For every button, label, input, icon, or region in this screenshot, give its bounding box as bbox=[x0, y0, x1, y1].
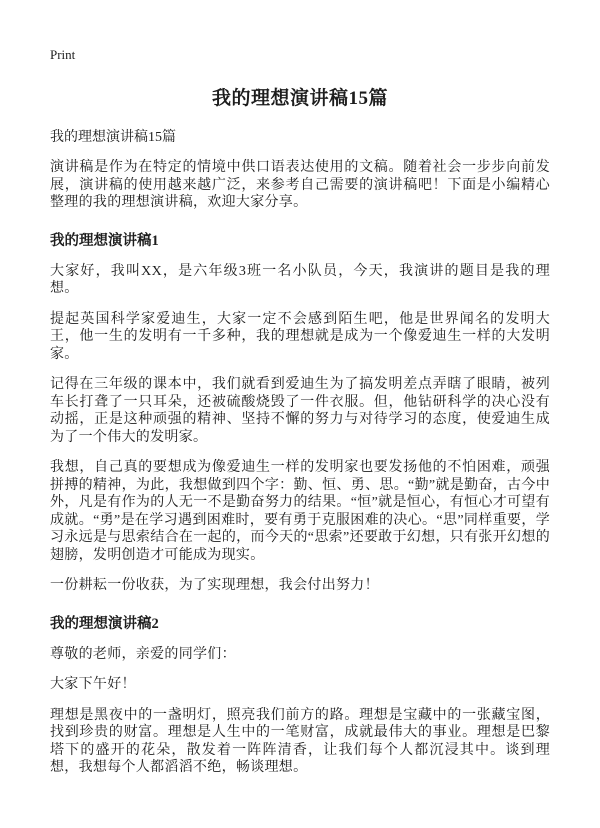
intro-paragraph: 演讲稿是作为在特定的情境中供口语表达使用的文稿。随着社会一步步向前发展，演讲稿的使用越来越广泛，来参考自己需要的演讲稿吧！下面是小编精心整理的我的理想演讲稿，欢迎大家分享。 bbox=[50, 160, 550, 210]
section-heading-2: 我的理想演讲稿2 bbox=[50, 615, 159, 632]
paragraph: 一份耕耘一份收获，为了实现理想，我会付出努力！ bbox=[50, 578, 379, 593]
paragraph: 大家下午好！ bbox=[50, 677, 136, 692]
paragraph: 尊敬的老师，亲爱的同学们： bbox=[50, 646, 236, 662]
document-subtitle: 我的理想演讲稿15篇 bbox=[50, 130, 176, 145]
print-link[interactable]: Print bbox=[50, 47, 76, 62]
document-sections bbox=[50, 229, 550, 777]
paragraph: 理想是黑夜中的一盏明灯，照亮我们前方的路。理想是宝藏中的一张藏宝图，找到珍贵的财富。理想是人生中的一笔财富，成就最伟大的事业。理想是巴黎塔下的盛开的花朵，散发着一阵阵清香，让我们每个人都沉浸其中。谈到理想，我想每个人都滔滔不绝，畅谈理想。 bbox=[50, 707, 550, 775]
paragraph: 记得在三年级的课本中，我们就看到爱迪生为了搞发明差点弄瞎了眼睛，被列车长打聋了一只耳朵，还被硫酸烧毁了一件衣服。但，他钻研科学的决心没有动摇，正是这种顽强的精神、坚持不懈的努力与对待学习的态度，使爱迪生成为了一个伟大的发明家。 bbox=[50, 377, 550, 445]
paragraph: 提起英国科学家爱迪生，大家一定不会感到陌生吧，他是世界闻名的发明大王，他一生的发明有一千多种，我的理想就是成为一个像爱迪生一样的大发明家。 bbox=[50, 311, 550, 362]
page-title: 我的理想演讲稿15篇 bbox=[211, 88, 388, 109]
section-heading-1: 我的理想演讲稿1 bbox=[50, 232, 159, 249]
paragraph: 大家好，我叫XX，是六年级3班一名小队员，今天，我演讲的题目是我的理想。 bbox=[50, 263, 550, 296]
paragraph: 我想，自己真的要想成为像爱迪生一样的发明家也要发扬他的不怕困难，顽强拼搏的精神，为此，我想做到四个字：勤、恒、勇、思。“勤”就是勤奋，古今中外，凡是有作为的人无一不是勤奋努力的结果。“恒”就是恒心，有恒心才可望有成就。“勇”是在学习遇到困难时，要有勇于克服困难的决心。“思”同样重要，学习永远是与思索结合在一起的，而今天的“思索”还要敢于幻想，只有张开幻想的翅膀，发明创造才可能成为现实。 bbox=[50, 460, 550, 563]
